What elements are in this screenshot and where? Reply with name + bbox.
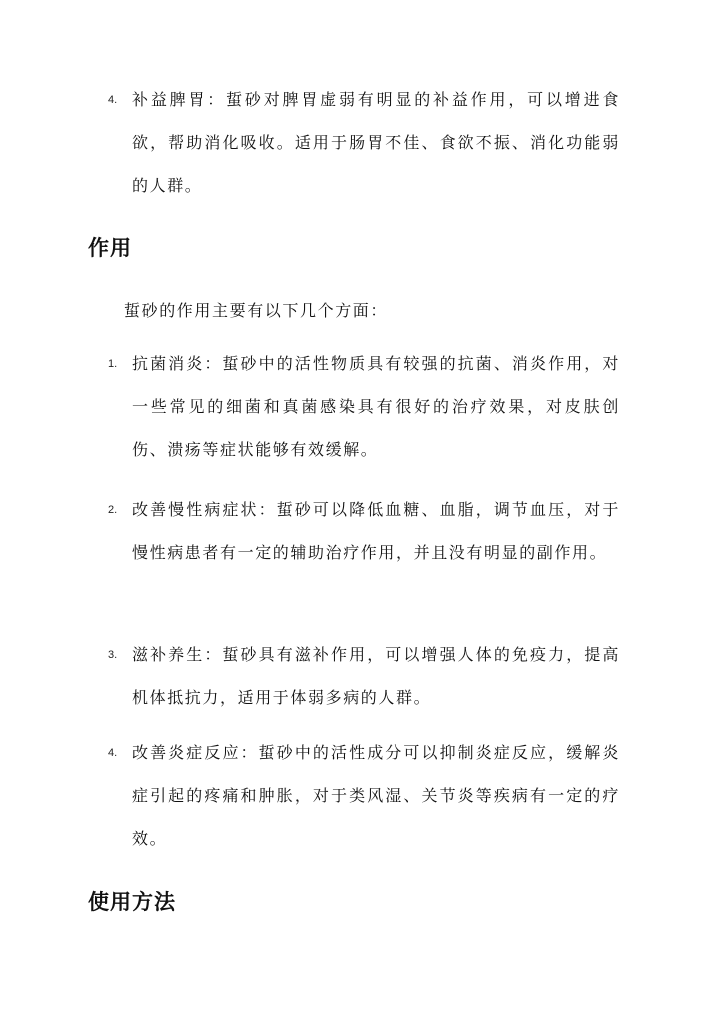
list-number: 2. [108, 504, 118, 516]
list-item-text: 改善慢性病症状：蜇砂可以降低血糖、血脂，调节血压，对于慢性病患者有一定的辅助治疗作用，并且没有明显的副作用。 [132, 500, 620, 562]
list-item [108, 352, 620, 471]
list-item [108, 741, 620, 860]
section-heading-effects: 作用 [88, 235, 132, 260]
list-item-text: 补益脾胃：蜇砂对脾胃虚弱有明显的补益作用，可以增进食欲，帮助消化吸收。适用于肠胃不佳、食欲不振、消化功能弱的人群。 [132, 90, 620, 195]
list-number: 4. [108, 94, 118, 106]
list-number: 3. [108, 649, 118, 661]
list-item-text: 抗菌消炎：蜇砂中的活性物质具有较强的抗菌、消炎作用，对一些常见的细菌和真菌感染具有很好的治疗效果，对皮肤创伤、溃疡等症状能够有效缓解。 [132, 354, 620, 459]
section-intro: 蜇砂的作用主要有以下几个方面： [124, 301, 389, 320]
list-item-text: 改善炎症反应：蜇砂中的活性成分可以抑制炎症反应，缓解炎症引起的疼痛和肿胀，对于类风湿、关节炎等疾病有一定的疗效。 [132, 743, 620, 848]
list-item [108, 88, 620, 207]
list-item [108, 498, 620, 574]
list-item [108, 643, 620, 719]
list-item-text: 滋补养生：蜇砂具有滋补作用，可以增强人体的免疫力，提高机体抵抗力，适用于体弱多病的人群。 [132, 645, 620, 707]
list-number: 4. [108, 747, 118, 759]
section-heading-usage: 使用方法 [88, 889, 176, 914]
list-number: 1. [108, 358, 118, 370]
